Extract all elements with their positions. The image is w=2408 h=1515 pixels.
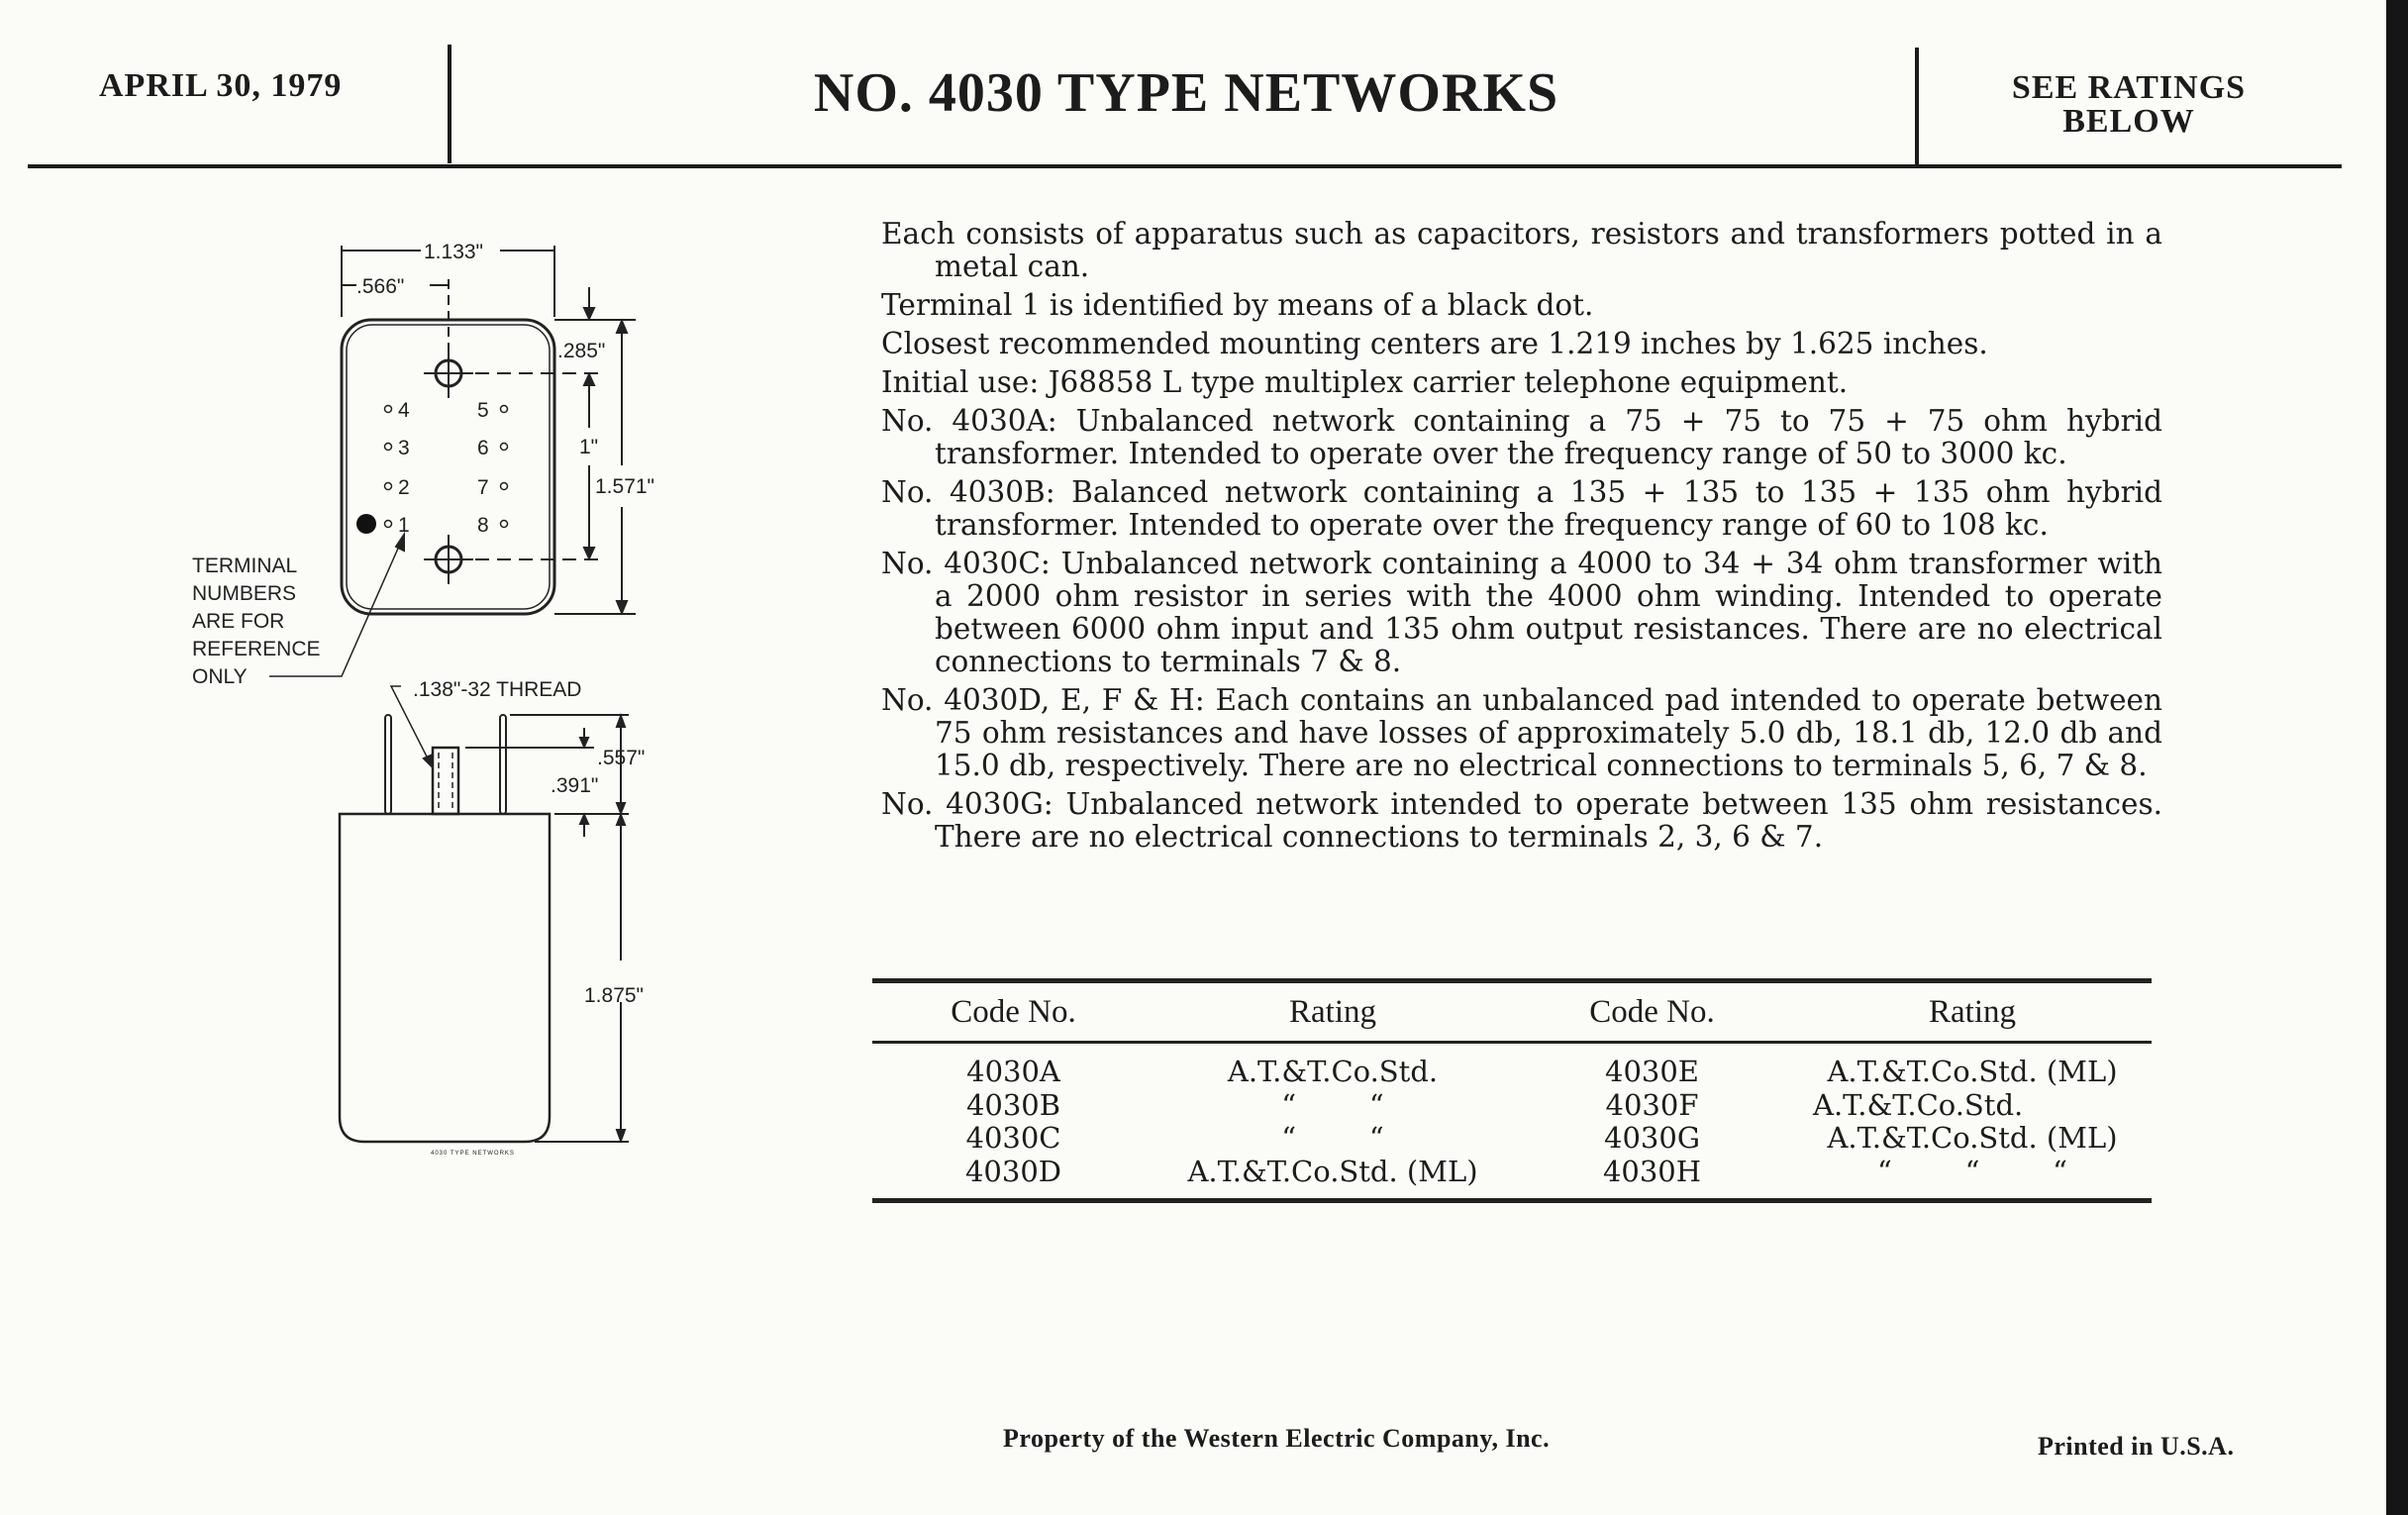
table-row (872, 1156, 2152, 1189)
rating-cell: A.T.&T.Co.Std. (ML) (1187, 1154, 1478, 1188)
half-width-dimension: .566" (356, 275, 405, 298)
description (881, 218, 2162, 859)
terminal-note-line: TERMINAL (192, 555, 298, 577)
top-offset-dimension: .285" (557, 340, 606, 362)
code-cell: 4030A (966, 1055, 1060, 1088)
terminal-label: 1 (398, 514, 410, 537)
ratings-note-line: BELOW (2062, 103, 2195, 140)
terminal-note-line: REFERENCE (192, 638, 321, 660)
mounting-hole-icon (424, 535, 473, 584)
code-cell: 4030C (965, 1121, 1061, 1155)
terminal-pin (385, 715, 391, 814)
column-header: Code No. (951, 993, 1076, 1030)
code-cell: 4030E (1605, 1055, 1699, 1088)
rating-cell: “ “ (1281, 1087, 1384, 1122)
terminal-label: 4 (398, 399, 410, 422)
mounting-hole-icon (424, 349, 473, 398)
property-notice: Property of the Western Electric Company, Inc. (1003, 1424, 1551, 1453)
terminal-note (192, 555, 321, 688)
rating-cell: A.T.&T.Co.Std. (ML) (1827, 1055, 2118, 1088)
code-cell: 4030H (1602, 1154, 1702, 1188)
terminal-label: 7 (477, 476, 489, 499)
terminal-1-dot (356, 514, 376, 534)
code-cell: 4030F (1605, 1087, 1699, 1122)
column-header: Rating (1929, 993, 2016, 1030)
page-title: NO. 4030 TYPE NETWORKS (813, 62, 1559, 124)
description-paragraph: Closest recommended mounting centers are 1.219 inches by 1.625 inches. (881, 327, 1988, 360)
table-rule (872, 1198, 2152, 1203)
description-paragraph: No. 4030G: Unbalanced network intended to operate between 135 ohm resistances. There are no electrical connections to terminals 2, 3, 6 & 7. (881, 787, 2162, 854)
table-row (872, 1122, 2152, 1156)
rating-cell: A.T.&T.Co.Std. (1813, 1087, 2024, 1122)
description-paragraph: No. 4030D, E, F & H: Each contains an unbalanced pad intended to operate between 75 ohm resistances and have losses of approximately 5.0 db, 18.1 db, 12.0 db and 15.0 db, respectively. There are no electrical connections to terminals 5, 6, 7 & 8. (881, 683, 2162, 782)
terminal-note-line: NUMBERS (192, 582, 297, 605)
code-cell: 4030G (1604, 1121, 1700, 1155)
terminal-note-line: ARE FOR (192, 610, 285, 633)
can-marking: 4030 TYPE NETWORKS (431, 1151, 515, 1157)
terminal-note-line: ONLY (192, 665, 248, 688)
code-cell: 4030D (964, 1154, 1062, 1188)
rating-cell: A.T.&T.Co.Std. (1227, 1055, 1439, 1088)
code-cell: 4030B (965, 1087, 1061, 1122)
terminal-label: 5 (477, 399, 489, 422)
width-dimension: 1.133" (424, 241, 484, 263)
printed-notice: Printed in U.S.A. (2038, 1432, 2235, 1461)
can-side-outline (340, 814, 550, 1142)
stud-height-dimension: .391" (551, 774, 599, 797)
terminal-label: 3 (398, 437, 410, 459)
terminal-label: 6 (477, 437, 489, 459)
length-dimension: 1.571" (595, 475, 655, 498)
description-paragraph: No. 4030A: Unbalanced network containing a 75 + 75 to 75 + 75 ohm hybrid transformer. Intended to operate over the frequency range of 50 to 3000 kc. (881, 404, 2162, 470)
table-header (872, 983, 2152, 1041)
description-paragraph: Each consists of apparatus such as capacitors, resistors and transformers potted in a metal can. (881, 217, 2162, 283)
rating-cell: “ “ “ (1877, 1154, 2067, 1188)
description-paragraph: Terminal 1 is identified by means of a black dot. (881, 288, 1594, 322)
issue-date: APRIL 30, 1979 (99, 67, 343, 104)
terminal-pin (500, 715, 506, 814)
ratings-note-line: SEE RATINGS (2011, 69, 2247, 106)
terminal-label: 8 (477, 514, 489, 537)
rating-cell: A.T.&T.Co.Std. (ML) (1827, 1121, 2118, 1155)
description-paragraph: No. 4030B: Balanced network containing a 135 + 135 to 135 + 135 ohm hybrid transformer. Intended to operate over the frequency range of 60 to 108 kc. (881, 475, 2162, 542)
description-paragraph: No. 4030C: Unbalanced network containing a 4000 to 34 + 34 ohm transformer with a 2000 ohm resistor in series with the 4000 ohm winding. Intended to operate between 6000 ohm input and 135 ohm output resistances. There are no electrical connections to terminals 7 & 8. (881, 547, 2162, 678)
ratings-table (872, 978, 2152, 1203)
column-header: Code No. (1589, 993, 1715, 1030)
table-row (872, 1056, 2152, 1089)
pin-height-dimension: .557" (597, 747, 646, 769)
description-paragraph: Initial use: J68858 L type multiplex carrier telephone equipment. (881, 365, 1849, 399)
can-height-dimension: 1.875" (584, 984, 645, 1007)
hole-spacing-dimension: 1" (579, 436, 599, 458)
table-row (872, 1089, 2152, 1123)
rating-cell: “ “ (1281, 1121, 1384, 1155)
terminal-label: 2 (398, 476, 410, 499)
thread-label: .138"-32 THREAD (413, 678, 582, 701)
column-header: Rating (1289, 993, 1376, 1030)
threaded-stud (433, 748, 458, 814)
